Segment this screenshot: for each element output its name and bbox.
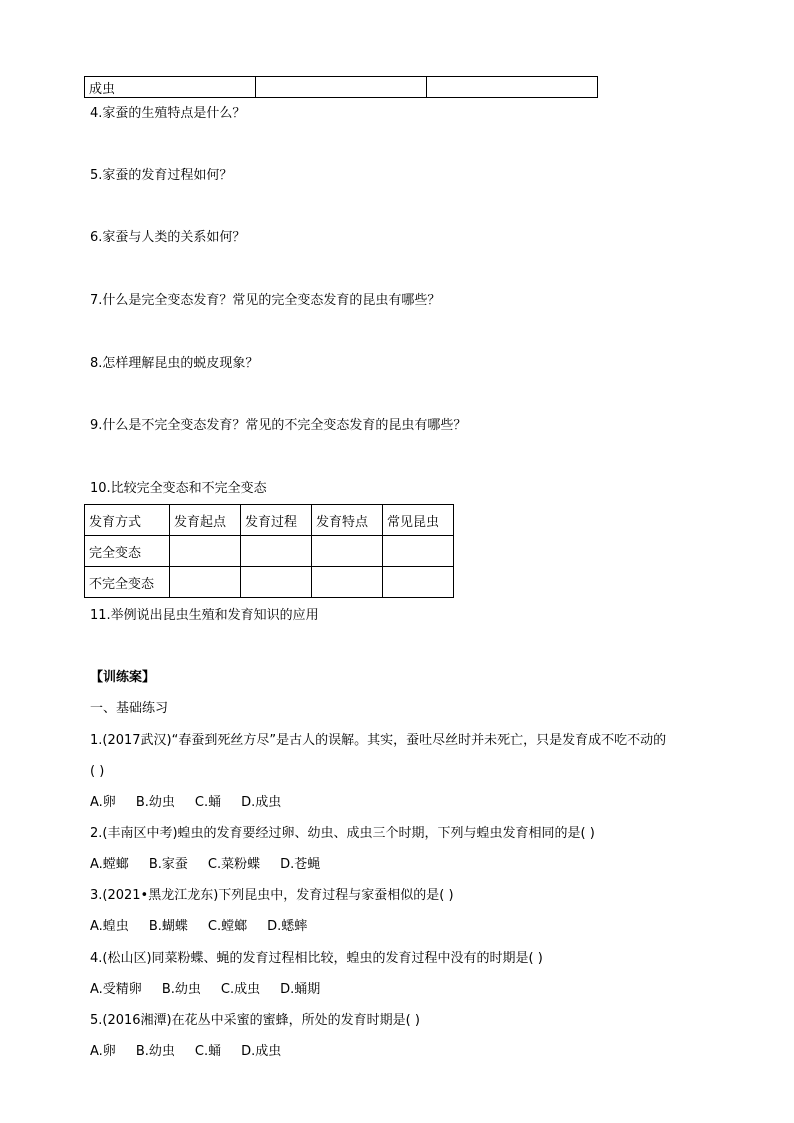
question-6: 6.家蚕与人类的关系如何？ <box>90 230 246 245</box>
option-a: A.卵 <box>90 795 116 810</box>
option-d: D.成虫 <box>241 1044 282 1059</box>
table-header-cell: 发育方式 <box>85 505 170 536</box>
table-cell <box>241 536 312 567</box>
question-8: 8.怎样理解昆虫的蜕皮现象？ <box>90 356 259 371</box>
option-d: D.蛹期 <box>280 982 321 997</box>
option-c: C.菜粉蝶 <box>207 857 261 872</box>
exercise-2-stem: 2.(丰南区中考)蝗虫的发育要经过卵、幼虫、成虫三个时期，下列与蝗虫发育相同的是( ) <box>90 826 595 841</box>
table-cell <box>312 536 383 567</box>
table-row-label: 完全变态 <box>85 536 170 567</box>
table-row <box>85 536 454 567</box>
option-a: A.受精卵 <box>90 982 142 997</box>
question-10: 10.比较完全变态和不完全变态 <box>90 481 267 496</box>
table-cell <box>256 77 427 98</box>
exercise-4-stem: 4.(松山区)同菜粉蝶、蝇的发育过程相比较，蝗虫的发育过程中没有的时期是( ) <box>90 951 543 966</box>
table-header-cell: 发育特点 <box>312 505 383 536</box>
option-c: C.成虫 <box>220 982 261 997</box>
table-cell <box>427 77 598 98</box>
table-row <box>85 77 598 98</box>
option-b: B.蝴蝶 <box>148 919 188 934</box>
option-b: B.幼虫 <box>135 795 175 810</box>
exercise-5-options <box>90 1044 301 1060</box>
option-b: B.家蚕 <box>148 857 188 872</box>
table-row-label: 不完全变态 <box>85 567 170 598</box>
exercise-1-stem: 1.(2017武汉)“春蚕到死丝方尽”是古人的误解。其实，蚕吐尽丝时并未死亡，只是发育成不吃不动的 <box>90 733 667 748</box>
table-cell <box>241 567 312 598</box>
comparison-table <box>84 504 454 598</box>
exercise-3-stem: 3.(2021•黑龙江龙东)下列昆虫中，发育过程与家蚕相似的是( ) <box>90 888 454 903</box>
option-d: D.成虫 <box>241 795 282 810</box>
training-title: 【训练案】 <box>90 670 156 685</box>
exercise-1-stem-cont: ( ) <box>90 764 105 779</box>
table-row <box>85 567 454 598</box>
exercise-1-options <box>90 795 301 811</box>
question-9: 9.什么是不完全变态发育？常见的不完全变态发育的昆虫有哪些？ <box>90 418 467 433</box>
question-11: 11.举例说出昆虫生殖和发育知识的应用 <box>90 608 319 623</box>
option-a: A.螳螂 <box>90 857 129 872</box>
exercise-5-stem: 5.(2016湘潭)在花丛中采蜜的蜜蜂，所处的发育时期是( ) <box>90 1013 420 1028</box>
question-5: 5.家蚕的发育过程如何？ <box>90 168 233 183</box>
table-cell <box>383 536 454 567</box>
table-cell <box>312 567 383 598</box>
option-c: C.螳螂 <box>207 919 248 934</box>
option-a: A.卵 <box>90 1044 116 1059</box>
option-d: D.蟋蟀 <box>267 919 308 934</box>
question-4: 4.家蚕的生殖特点是什么？ <box>90 106 246 121</box>
option-c: C.蛹 <box>194 795 222 810</box>
table-cell <box>170 567 241 598</box>
exercise-2-options <box>90 857 340 873</box>
option-a: A.蝗虫 <box>90 919 129 934</box>
table-header-cell: 常见昆虫 <box>383 505 454 536</box>
option-c: C.蛹 <box>194 1044 222 1059</box>
section-heading: 一、基础练习 <box>90 701 169 716</box>
exercise-3-options <box>90 919 327 935</box>
option-b: B.幼虫 <box>135 1044 175 1059</box>
table-cell <box>383 567 454 598</box>
table-header-cell: 发育过程 <box>241 505 312 536</box>
option-d: D.苍蝇 <box>280 857 321 872</box>
table-cell: 成虫 <box>85 77 256 98</box>
table-header-cell: 发育起点 <box>170 505 241 536</box>
question-7: 7.什么是完全变态发育？常见的完全变态发育的昆虫有哪些？ <box>90 293 441 308</box>
exercise-4-options <box>90 982 340 998</box>
table-header-row <box>85 505 454 536</box>
table-cell <box>170 536 241 567</box>
option-b: B.幼虫 <box>161 982 201 997</box>
top-table <box>84 76 598 98</box>
